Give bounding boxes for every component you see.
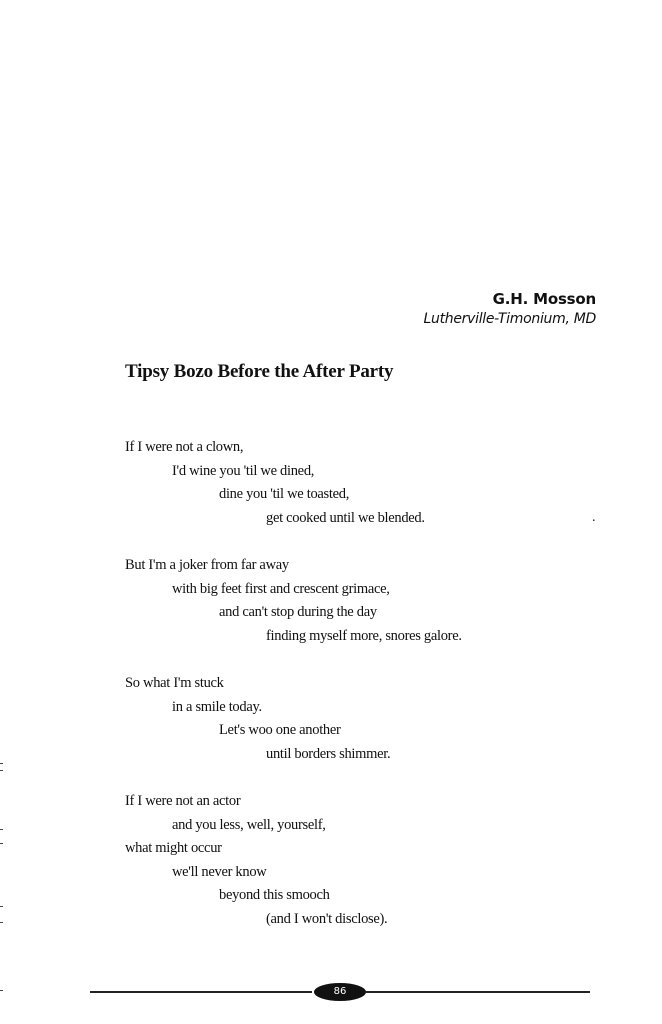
margin-tick [0, 763, 3, 764]
stanza [125, 790, 605, 931]
poem-body [125, 436, 605, 955]
author-name: G.H. Mosson [492, 290, 596, 308]
poem-line: If I were not a clown, [125, 439, 244, 455]
poem-line: until borders shimmer. [266, 745, 391, 762]
footer-rule-left [90, 991, 312, 993]
stanza [125, 672, 605, 766]
stanza [125, 436, 605, 530]
poem-line: beyond this smooch [219, 887, 330, 903]
page-number: 86 [333, 986, 347, 997]
poem-line: with big feet first and crescent grimace, [172, 580, 390, 597]
margin-tick [0, 922, 3, 923]
poem-line: So what I'm stuck [125, 675, 224, 691]
poem-line: get cooked until we blended. [266, 509, 425, 526]
stray-mark: . [592, 510, 596, 525]
poem-line: Let's woo one another [219, 722, 341, 738]
margin-tick [0, 770, 3, 771]
poem-line: finding myself more, snores galore. [266, 627, 462, 644]
stanza [125, 554, 605, 648]
margin-tick [0, 829, 3, 830]
footer-rule-right [366, 991, 590, 993]
margin-tick [0, 906, 3, 907]
poem-line: what might occur [125, 840, 222, 856]
page-number-badge [314, 983, 366, 1001]
poem-line: But I'm a joker from far away [125, 557, 289, 573]
poem-title: Tipsy Bozo Before the After Party [125, 361, 394, 382]
margin-tick [0, 843, 3, 844]
author-block [424, 289, 596, 329]
poem-line: I'd wine you 'til we dined, [172, 462, 315, 479]
poem-line: (and I won't disclose). [266, 910, 388, 927]
poem-line: dine you 'til we toasted, [219, 486, 350, 502]
author-location: Lutherville-Timonium, MD [423, 311, 596, 327]
page-footer [90, 981, 590, 1003]
poem-line: in a smile today. [172, 698, 262, 715]
poem-line: If I were not an actor [125, 793, 241, 809]
poem-line: we'll never know [172, 863, 267, 880]
margin-tick [0, 990, 3, 991]
poem-line: and can't stop during the day [219, 604, 377, 620]
poem-line: and you less, well, yourself, [172, 816, 326, 833]
